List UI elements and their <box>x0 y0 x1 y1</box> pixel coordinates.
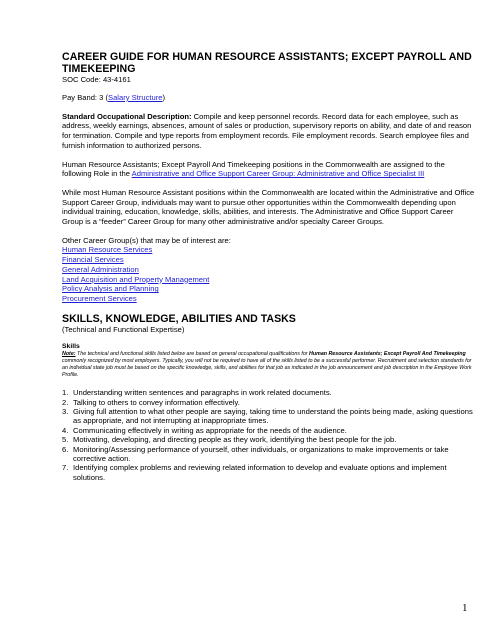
list-item <box>62 388 475 397</box>
career-group-role-link[interactable]: Administrative and Office Support Career Group: Administrative and Office Specialist III <box>131 169 425 179</box>
item-number: 1. <box>62 388 69 398</box>
list-item <box>62 284 475 294</box>
list-item <box>62 275 475 285</box>
standard-description-text: Compile and keep personnel records. Record data for each employee, such as address, weekly earnings, absences, amount of sales or production, supervisory reports on ability, and date of and reason for termination. Compile and type reports from employment records. File employment records. Search employee files and furnish information to authorized persons. <box>62 111 472 150</box>
item-text: Understanding written sentences and paragraphs in work related documents. <box>73 388 332 398</box>
career-group-link-human-resource-services[interactable]: Human Resource Services <box>62 245 153 255</box>
page-title: CAREER GUIDE FOR HUMAN RESOURCE ASSISTANTS; EXCEPT PAYROLL AND TIMEKEEPING <box>62 51 472 75</box>
list-item <box>62 398 475 407</box>
page-number: 1 <box>462 602 468 614</box>
salary-structure-link[interactable]: Salary Structure <box>108 93 163 102</box>
list-item <box>62 407 475 426</box>
item-number: 6. <box>62 444 69 454</box>
note-occupation: Human Resource Assistants; Except Payroll And Timekeeping <box>309 351 466 358</box>
section-title: SKILLS, KNOWLEDGE, ABILITIES AND TASKS <box>62 312 296 325</box>
skills-list <box>62 388 475 482</box>
career-group-link-procurement-services[interactable]: Procurement Services <box>62 293 137 303</box>
list-item <box>62 435 475 444</box>
list-item <box>62 463 475 482</box>
item-number: 3. <box>62 406 69 416</box>
note-text-b: commonly recognized by most employers. Typically, you will not be required to have all of the skills listed to be a successful performer. Recruitment and selection standards for an individual state job must be based on the specific knowledge, skills, and abilities for that job as indicated in the job announcement and job description in the Employee Work Profile. <box>62 358 472 379</box>
skills-heading: Skills <box>62 343 80 351</box>
section-subtitle: (Technical and Functional Expertise) <box>62 325 185 335</box>
soc-code: SOC Code: 43-4161 <box>62 75 131 84</box>
item-number: 2. <box>62 397 69 407</box>
list-item <box>62 445 475 464</box>
page-content <box>62 52 475 482</box>
career-group-link-financial-services[interactable]: Financial Services <box>62 255 124 265</box>
list-item <box>62 255 475 265</box>
list-item <box>62 265 475 275</box>
list-item <box>62 426 475 435</box>
item-text: Motivating, developing, and directing people as they work, identifying the best people for the job. <box>73 435 397 445</box>
item-text: Giving full attention to what other people are saying, taking time to understand the points being made, asking questions as appropriate, and not interrupting at inappropriate times. <box>73 406 473 426</box>
item-text: Identifying complex problems and reviewing related information to develop and evaluate options and implement solutions. <box>73 463 447 482</box>
other-groups-intro: Other Career Group(s) that may be of interest are: <box>62 235 231 245</box>
note-label: Note: <box>62 351 76 358</box>
role-paragraph <box>62 160 475 179</box>
career-group-link-policy-analysis[interactable]: Policy Analysis and Planning <box>62 284 159 294</box>
other-groups-list <box>62 245 475 303</box>
skills-note <box>62 351 475 379</box>
item-number: 4. <box>62 425 69 435</box>
pay-band-suffix: ) <box>162 93 165 102</box>
item-text: Communicating effectively in writing as appropriate for the needs of the audience. <box>73 425 347 435</box>
list-item <box>62 294 475 304</box>
role-paragraph-text: Human Resource Assistants; Except Payroll And Timekeeping positions in the Commonwealth are assigned to the following Role in the <box>62 159 445 179</box>
item-text: Monitoring/Assessing performance of yourself, other individuals, or organizations to make improvements or take corrective action. <box>73 444 449 463</box>
item-text: Talking to others to convey information effectively. <box>73 397 240 407</box>
standard-description-label: Standard Occupational Description: <box>62 111 192 121</box>
pay-band <box>62 93 475 103</box>
career-group-link-general-administration[interactable]: General Administration <box>62 264 139 274</box>
note-text-a: The technical and functional skills listed below are based on general occupational qualifications for <box>75 351 310 358</box>
item-number: 5. <box>62 435 69 445</box>
standard-description <box>62 112 475 151</box>
item-number: 7. <box>62 463 69 473</box>
career-group-link-land-acquisition[interactable]: Land Acquisition and Property Management <box>62 274 210 284</box>
list-item <box>62 245 475 255</box>
other-opportunities-paragraph: While most Human Resource Assistant positions within the Commonwealth are located within the Administrative and Office Support Career Group, individuals may want to pursue other opportunities within the Commonwealth depending upon individual training, education, knowledge, skills, abilities, and interests. The Administrative and Office Support Career Group is a “feeder” Career Group for many other administrative and/or specialty Career Groups. <box>62 187 475 227</box>
pay-band-prefix: Pay Band: 3 ( <box>62 93 109 102</box>
